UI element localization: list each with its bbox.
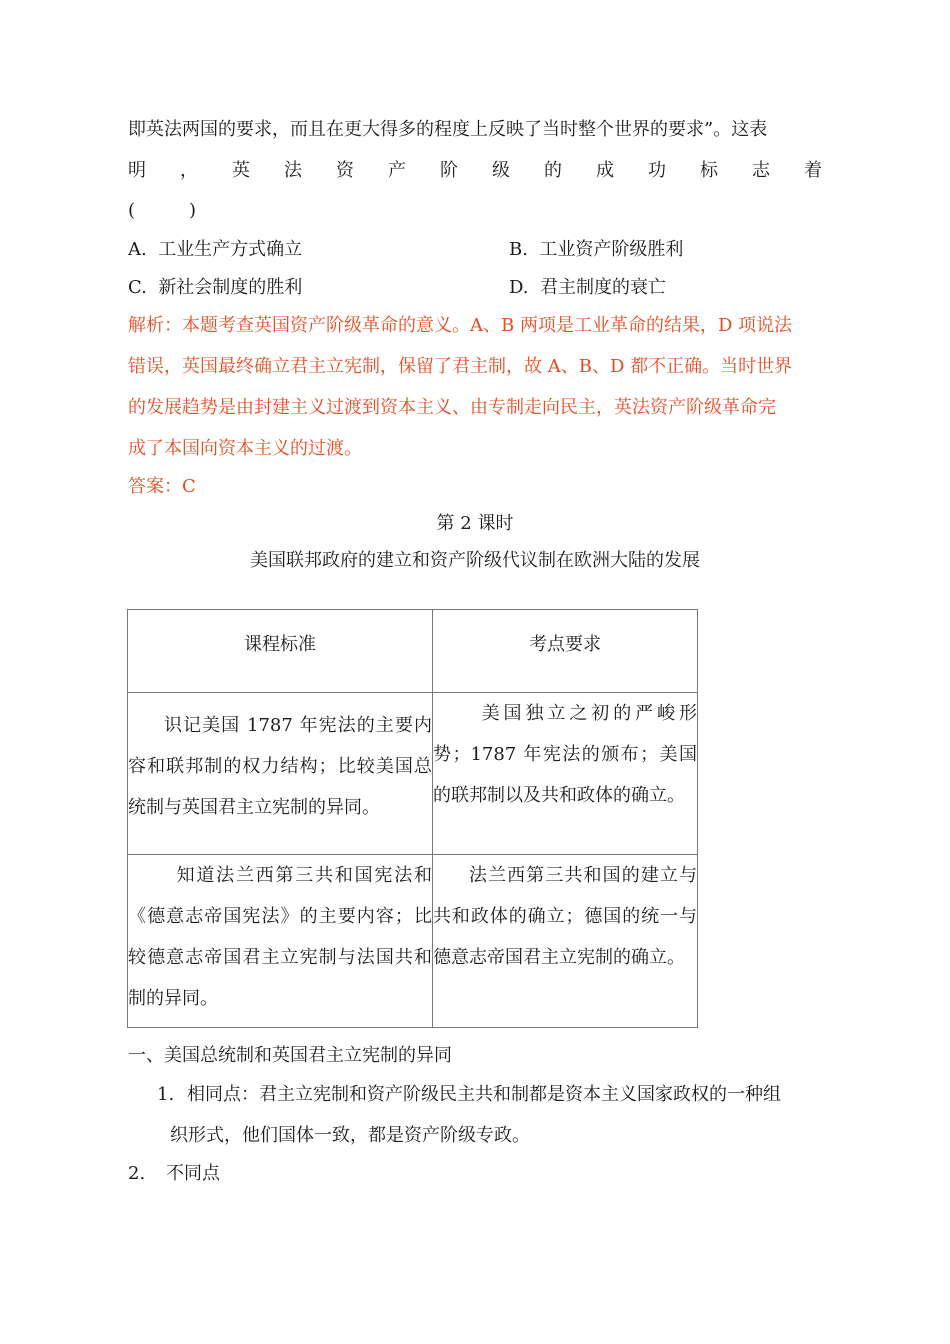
question-char: 法 <box>284 160 302 181</box>
question-char: 英 <box>232 160 250 181</box>
table-cell <box>128 855 433 1028</box>
option-text: 工业资产阶级胜利 <box>539 239 684 260</box>
analysis-line-3: 的发展趋势是由封建主义过渡到资本主义、由专制走向民主，英法资产阶级革命完 <box>128 397 776 418</box>
table-cell <box>128 693 433 855</box>
option-b <box>509 238 683 262</box>
option-d <box>509 276 666 300</box>
option-c <box>128 276 302 300</box>
question-char: 着 <box>804 160 822 181</box>
table-header-cell: 考点要求 <box>433 610 698 693</box>
option-text: 君主制度的衰亡 <box>539 277 666 298</box>
question-char: ， <box>180 160 198 181</box>
option-letter: D. <box>509 277 529 298</box>
question-char: 阶 <box>440 160 458 181</box>
section-heading: 一、美国总统制和英国君主立宪制的异同 <box>128 1045 452 1066</box>
question-char: 功 <box>648 160 666 181</box>
question-text-line-2 <box>128 159 822 183</box>
question-char: 级 <box>492 160 510 181</box>
standards-table <box>127 609 698 1028</box>
item-1-label: 1. <box>157 1084 175 1105</box>
analysis-line-2: 错误，英国最终确立君主立宪制，保留了君主制，故 A、B、D 都不正确。当时世界 <box>128 356 793 377</box>
question-char: 明 <box>128 160 146 181</box>
item-1-line-1: 相同点：君主立宪制和资产阶级民主共和制都是资本主义国家政权的一种组 <box>187 1084 781 1105</box>
option-text: 新社会制度的胜利 <box>158 277 303 298</box>
cell-text: 法兰西第三共和国的建立与共和政体的确立；德国的统一与德意志帝国君主立宪制的确立。 <box>433 865 697 968</box>
table-header-row <box>128 610 698 693</box>
option-letter: C. <box>128 277 147 298</box>
question-char: 成 <box>596 160 614 181</box>
table-cell <box>433 855 698 1028</box>
table-header-cell: 课程标准 <box>128 610 433 693</box>
answer-line: 答案：C <box>128 476 196 497</box>
analysis-line-4: 成了本国向资本主义的过渡。 <box>128 438 362 459</box>
analysis-line-1: 解析：本题考查英国资产阶级革命的意义。A、B 两项是工业革命的结果，D 项说法 <box>128 315 793 336</box>
answer-parenthesis: ( ) <box>128 200 197 221</box>
item-1-line-2: 织形式，他们国体一致，都是资产阶级专政。 <box>170 1125 530 1146</box>
option-text: 工业生产方式确立 <box>158 239 303 260</box>
question-char: 标 <box>700 160 718 181</box>
item-2-text: 不同点 <box>166 1163 220 1184</box>
item-2-label: 2. <box>128 1163 146 1184</box>
question-char: 的 <box>544 160 562 181</box>
question-char: 产 <box>388 160 406 181</box>
question-text-line-1: 即英法两国的要求，而且在更大得多的程度上反映了当时整个世界的要求”。这表 <box>128 119 768 140</box>
option-letter: B. <box>509 239 528 260</box>
question-char: 志 <box>752 160 770 181</box>
lesson-period: 第 2 课时 <box>436 513 514 534</box>
lesson-title: 美国联邦政府的建立和资产阶级代议制在欧洲大陆的发展 <box>250 550 700 571</box>
cell-text: 知道法兰西第三共和国宪法和《德意志帝国宪法》的主要内容；比较德意志帝国君主立宪制与法国共和制的异同。 <box>128 865 432 1009</box>
question-char: 资 <box>336 160 354 181</box>
table-row <box>128 855 698 1028</box>
option-a <box>128 238 302 262</box>
option-letter: A. <box>128 239 147 260</box>
cell-text: 识记美国 1787 年宪法的主要内容和联邦制的权力结构；比较美国总统制与英国君主立宪制的异同。 <box>128 715 432 818</box>
table-row <box>128 693 698 855</box>
cell-text: 美国独立之初的严峻形势；1787 年宪法的颁布；美国的联邦制以及共和政体的确立。 <box>433 703 697 806</box>
table-cell <box>433 693 698 855</box>
